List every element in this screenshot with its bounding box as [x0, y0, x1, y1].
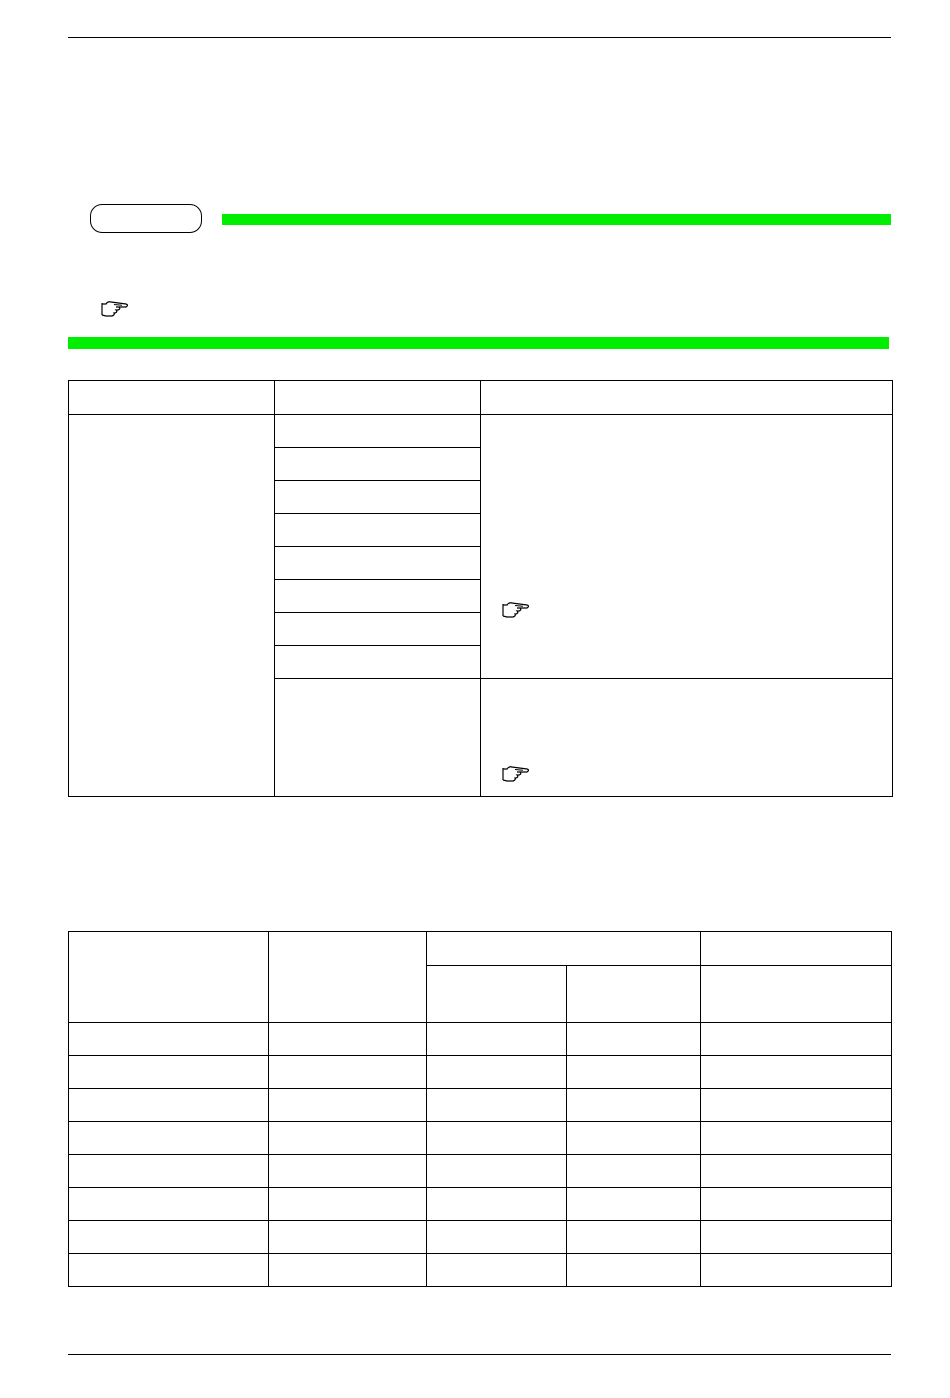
table-row — [69, 1089, 892, 1122]
table-row — [69, 1023, 892, 1056]
item-cell — [275, 547, 481, 580]
table-header-cell — [427, 966, 567, 1023]
table-cell — [701, 1122, 892, 1155]
table-row — [69, 415, 893, 448]
note-bottom-bar — [68, 337, 889, 349]
table-cell — [269, 1155, 427, 1188]
header-rule — [68, 37, 891, 38]
table-cell — [427, 1188, 567, 1221]
pointing-hand-icon — [501, 765, 531, 783]
table-cell — [69, 1122, 269, 1155]
table-cell — [269, 1122, 427, 1155]
table-cell — [701, 1254, 892, 1287]
table-cell — [69, 1155, 269, 1188]
table-cell — [269, 1023, 427, 1056]
table-header-cell — [481, 381, 893, 415]
table-header-cell — [275, 381, 481, 415]
settings-table — [68, 380, 893, 797]
item-cell — [275, 613, 481, 646]
item-cell — [275, 481, 481, 514]
table-cell — [269, 1089, 427, 1122]
table-row — [69, 1122, 892, 1155]
item-cell — [275, 646, 481, 679]
table-cell — [69, 1056, 269, 1089]
item-cell — [275, 514, 481, 547]
table-cell — [269, 1188, 427, 1221]
item-cell — [275, 679, 481, 797]
table-cell — [567, 1056, 701, 1089]
table-header-row — [69, 381, 893, 415]
description-cell-2 — [481, 679, 893, 797]
table-cell — [427, 1122, 567, 1155]
description-text-2 — [487, 679, 886, 687]
table-cell — [701, 1155, 892, 1188]
table-cell — [567, 1188, 701, 1221]
table-cell — [567, 1122, 701, 1155]
table-cell — [69, 1089, 269, 1122]
table-header-group-cell — [427, 932, 701, 966]
table-cell — [701, 1089, 892, 1122]
table-cell — [427, 1254, 567, 1287]
table-cell — [567, 1221, 701, 1254]
table-cell — [567, 1254, 701, 1287]
table-cell — [427, 1221, 567, 1254]
pointing-hand-icon — [100, 300, 130, 318]
table-cell — [701, 1023, 892, 1056]
footer-rule — [68, 1354, 891, 1355]
description-cell-1 — [481, 415, 893, 679]
pointing-hand-icon — [501, 601, 531, 619]
table-header-cell — [269, 932, 427, 1023]
table-cell — [427, 1089, 567, 1122]
table-cell — [567, 1089, 701, 1122]
table-row — [69, 1155, 892, 1188]
note-top-bar — [222, 214, 891, 225]
table-header-row — [69, 932, 892, 966]
table-cell — [567, 1023, 701, 1056]
description-text-1 — [487, 415, 886, 423]
table-row — [69, 1221, 892, 1254]
table-cell — [269, 1056, 427, 1089]
table-cell — [427, 1023, 567, 1056]
table-cell — [69, 1023, 269, 1056]
item-cell — [275, 448, 481, 481]
table-cell — [427, 1056, 567, 1089]
table-cell — [69, 1254, 269, 1287]
item-cell — [275, 415, 481, 448]
table-cell — [269, 1221, 427, 1254]
table-header-cell — [69, 381, 275, 415]
table-header-cell — [701, 966, 892, 1023]
table-cell — [701, 1221, 892, 1254]
note-label — [90, 204, 202, 233]
table-header-cell — [69, 932, 269, 1023]
table-cell — [269, 1254, 427, 1287]
table-cell — [701, 1188, 892, 1221]
table-header-cell — [701, 932, 892, 966]
table-cell — [69, 1221, 269, 1254]
table-row — [69, 1056, 892, 1089]
table-cell — [567, 1155, 701, 1188]
table-cell — [69, 1188, 269, 1221]
item-cell — [275, 580, 481, 613]
group-label-cell — [69, 415, 275, 797]
specification-table — [68, 931, 892, 1287]
table-cell — [427, 1155, 567, 1188]
table-header-cell — [567, 966, 701, 1023]
table-cell — [701, 1056, 892, 1089]
table-row — [69, 1188, 892, 1221]
table-row — [69, 1254, 892, 1287]
